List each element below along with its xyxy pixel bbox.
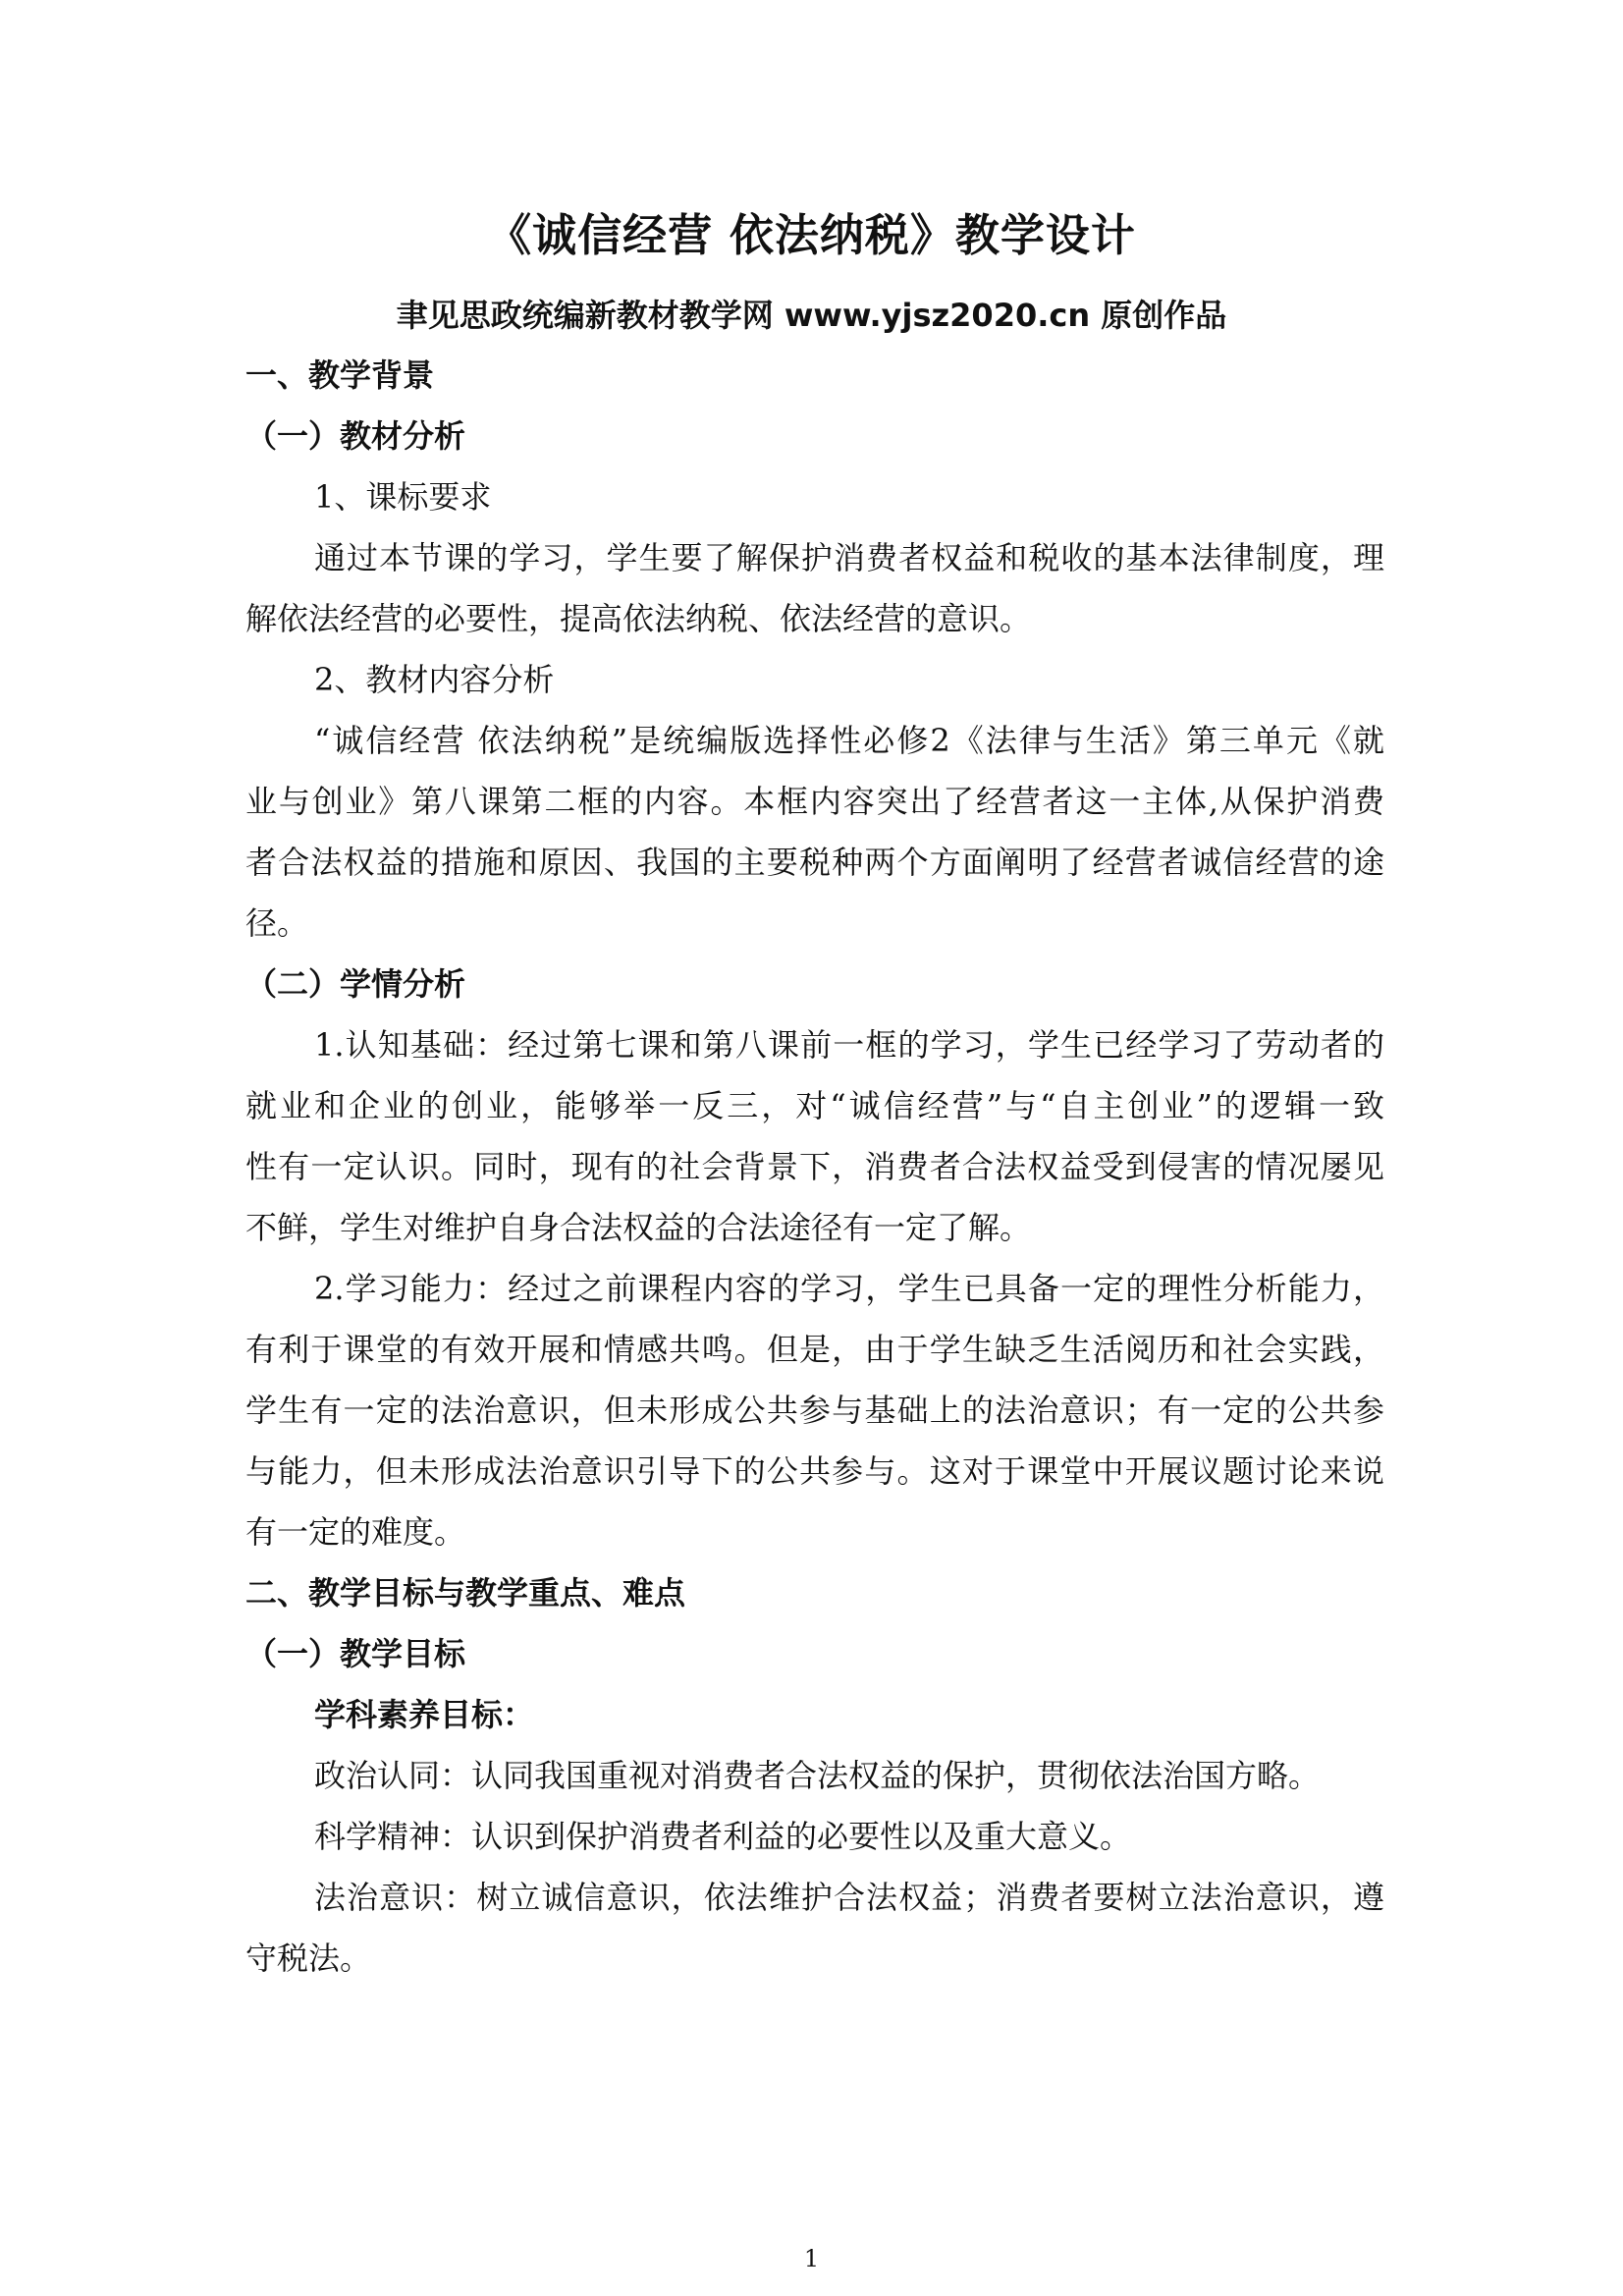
paragraph-line: 业与创业》第八课第二框的内容。本框内容突出了经营者这一主体,从保护消费	[245, 783, 1384, 820]
paragraph-line: 者合法权益的措施和原因、我国的主要税种两个方面阐明了经营者诚信经营的途	[245, 844, 1384, 881]
paragraph-line: “诚信经营 依法纳税”是统编版选择性必修2《法律与生活》第三单元《就	[314, 722, 1384, 759]
paragraph-line: 与能力，但未形成法治意识引导下的公共参与。这对于课堂中开展议题讨论来说	[245, 1452, 1384, 1490]
goal-heading: 学科素养目标：	[314, 1696, 535, 1733]
paragraph-line: 2.学习能力：经过之前课程内容的学习，学生已具备一定的理性分析能力，	[314, 1270, 1384, 1307]
paragraph-line: 有一定的难度。	[245, 1513, 466, 1551]
section-heading: 二、教学目标与教学重点、难点	[245, 1574, 686, 1612]
subsection-heading: （二）学情分析	[245, 965, 466, 1003]
paragraph-line: 通过本节课的学习，学生要了解保护消费者权益和税收的基本法律制度，理	[314, 539, 1384, 576]
paragraph-line: 性有一定认识。同时，现有的社会背景下，消费者合法权益受到侵害的情况屡见	[245, 1148, 1384, 1185]
page-number: 1	[803, 2245, 820, 2272]
paragraph-line: 科学精神：认识到保护消费者利益的必要性以及重大意义。	[314, 1818, 1132, 1855]
subsection-heading: （一）教学目标	[245, 1635, 466, 1672]
document-subtitle: 聿见思政统编新教材教学网 www.yjsz2020.cn 原创作品	[396, 297, 1227, 334]
paragraph-line: 有利于课堂的有效开展和情感共鸣。但是，由于学生缺乏生活阅历和社会实践，	[245, 1331, 1384, 1368]
paragraph-line: 政治认同：认同我国重视对消费者合法权益的保护，贯彻依法治国方略。	[314, 1757, 1321, 1794]
paragraph-line: 1.认知基础：经过第七课和第八课前一框的学习，学生已经学习了劳动者的	[314, 1026, 1384, 1064]
item-heading: 2、教材内容分析	[314, 661, 555, 698]
paragraph-line: 学生有一定的法治意识，但未形成公共参与基础上的法治意识；有一定的公共参	[245, 1392, 1384, 1429]
section-heading: 一、教学背景	[245, 356, 435, 394]
subsection-heading: （一）教材分析	[245, 417, 466, 455]
paragraph-line: 法治意识：树立诚信意识，依法维护合法权益；消费者要树立法治意识，遵	[314, 1879, 1384, 1916]
document-title: 《诚信经营 依法纳税》教学设计	[487, 209, 1136, 261]
paragraph-line: 守税法。	[245, 1940, 372, 1977]
item-heading: 1、课标要求	[314, 478, 492, 516]
paragraph-line: 径。	[245, 904, 309, 942]
paragraph-line: 不鲜，学生对维护自身合法权益的合法途径有一定了解。	[245, 1209, 1032, 1246]
paragraph-line: 就业和企业的创业，能够举一反三，对“诚信经营”与“自主创业”的逻辑一致	[245, 1087, 1384, 1124]
paragraph-line: 解依法经营的必要性，提高依法纳税、依法经营的意识。	[245, 600, 1032, 637]
